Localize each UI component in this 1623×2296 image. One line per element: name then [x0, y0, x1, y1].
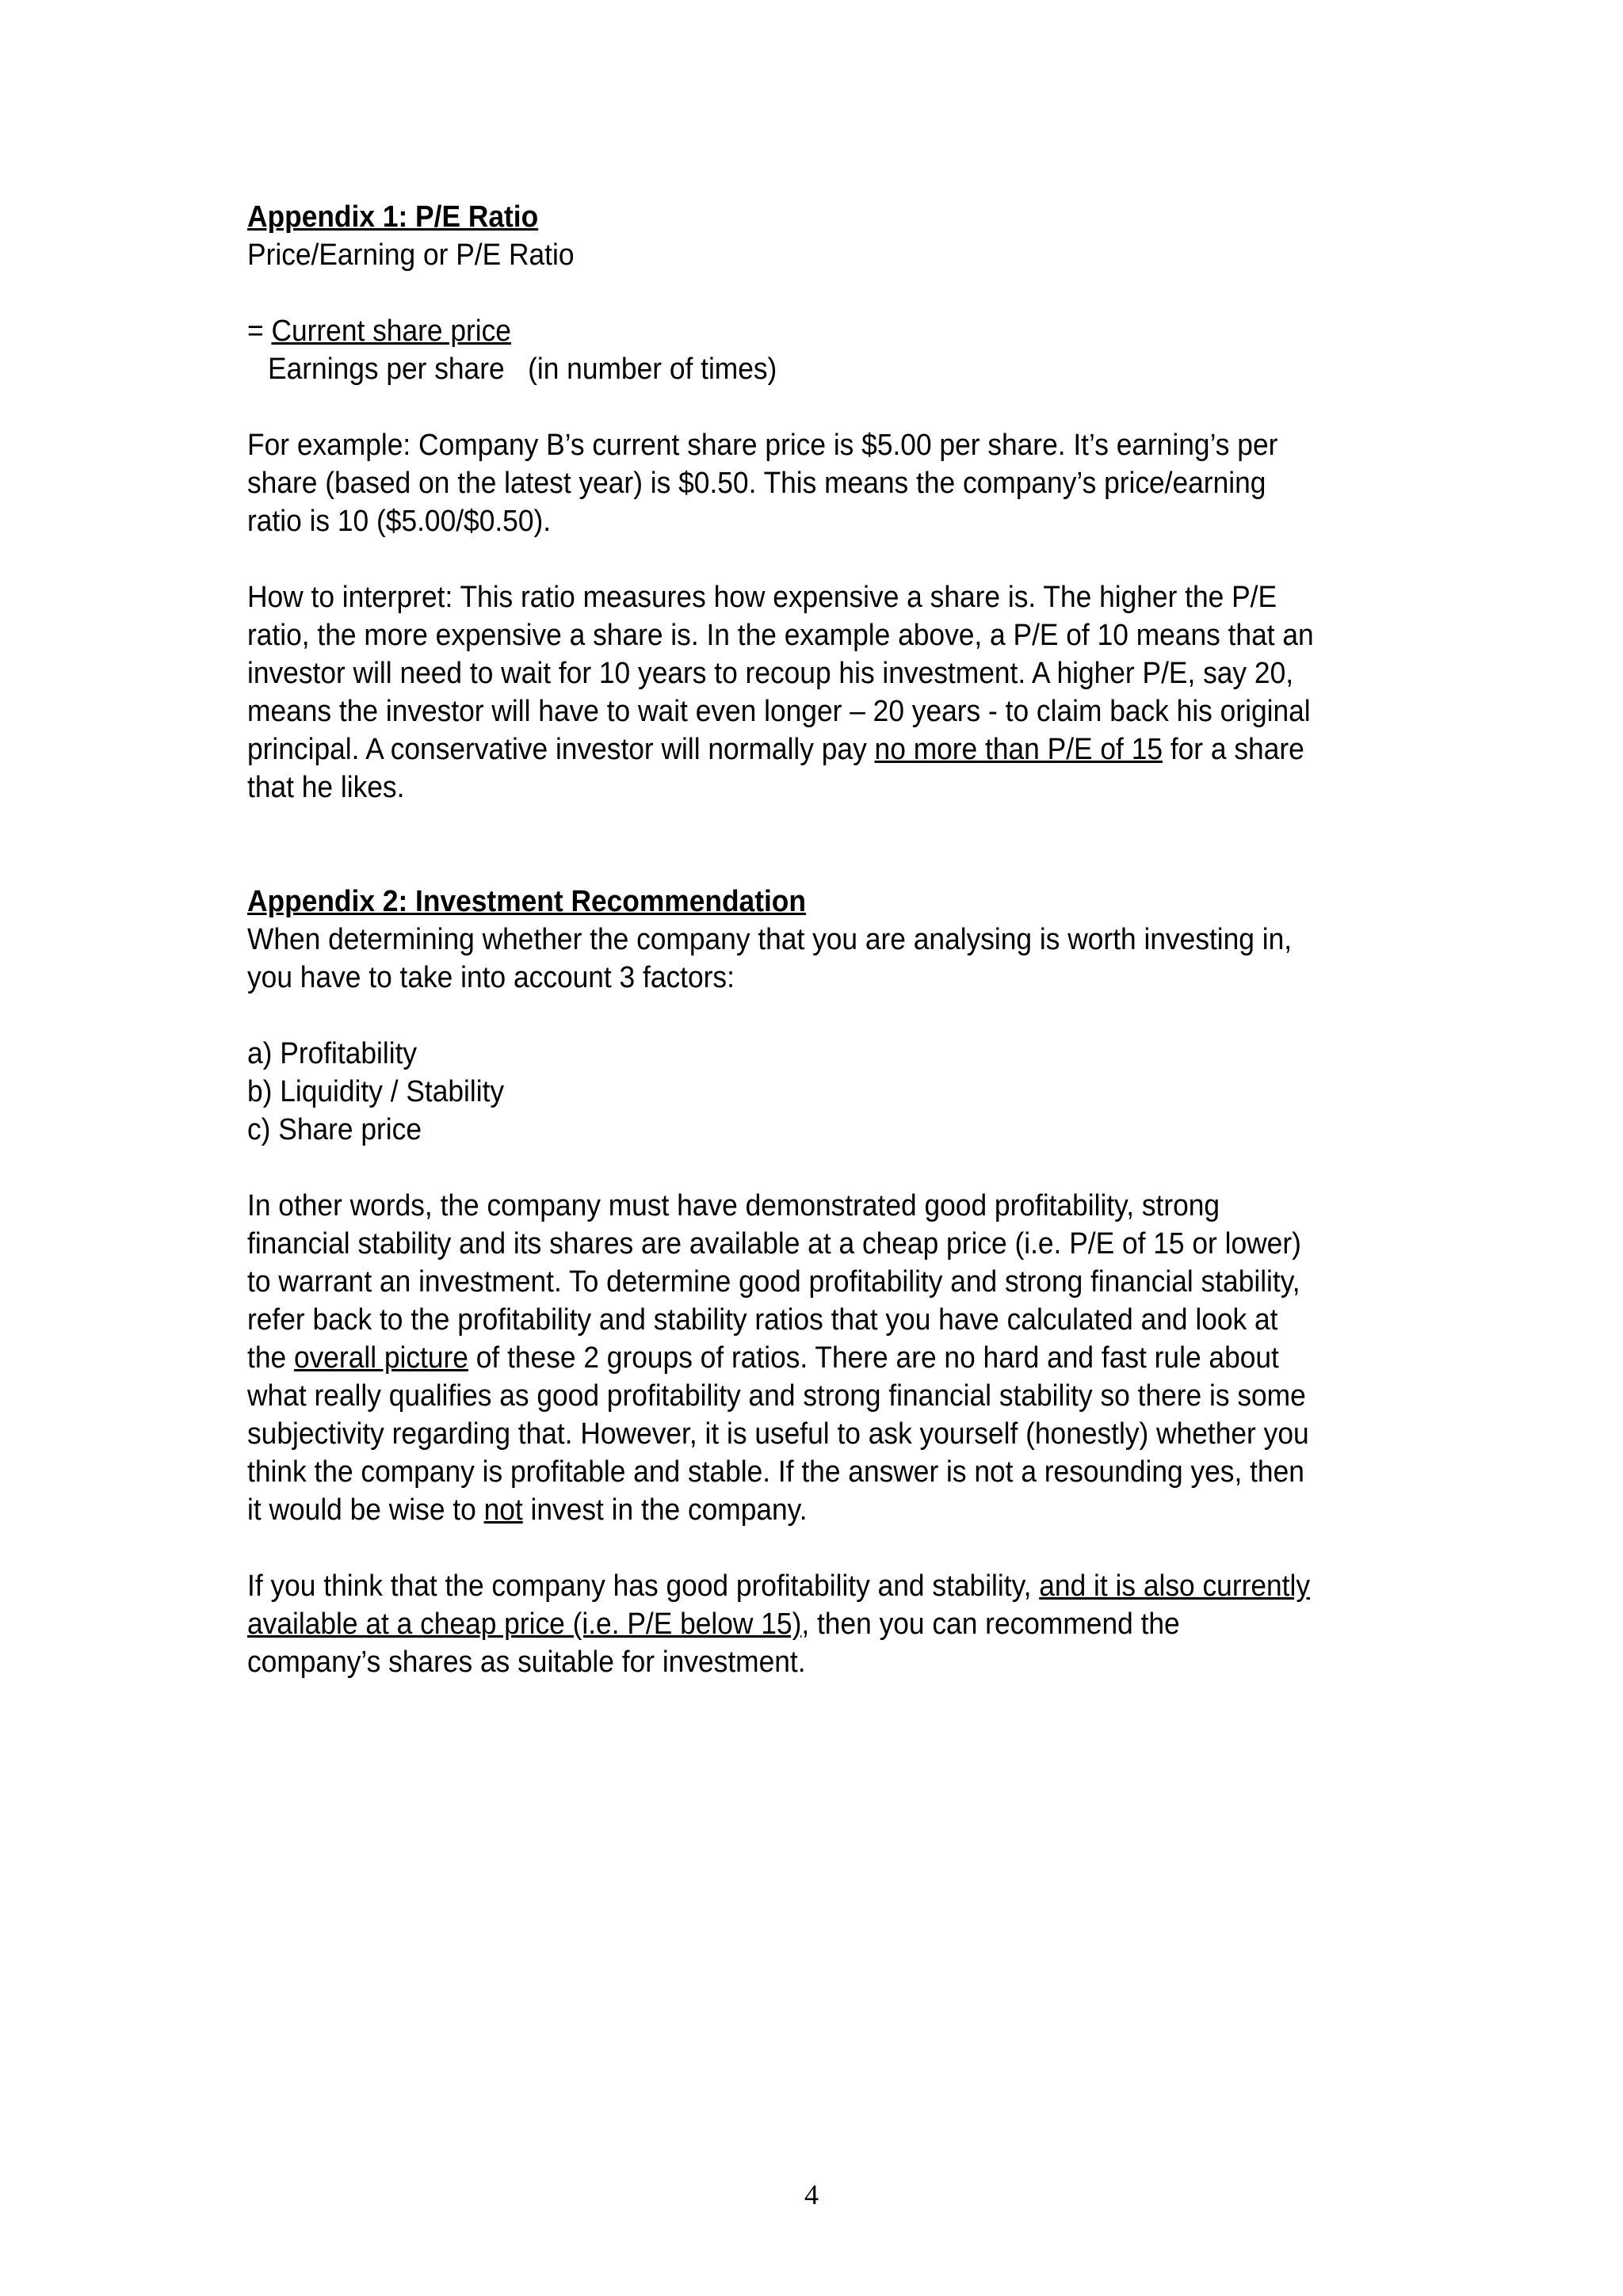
- spacer: [247, 1529, 1316, 1567]
- paragraph-text: of these 2 groups of ratios. There are no hard and fast rule about what really qualifies as good profitability and strong financial stability so there is some subjectivity regarding that. However, it is useful to ask yourself (honestly) whether you think the company is profitable and stable. If the answer is not a resounding yes, then it would be wise to: [247, 1341, 1309, 1527]
- recommendation-paragraph-1: [247, 1187, 1316, 1529]
- interpretation-text-end: for a share that he likes.: [247, 733, 1304, 804]
- appendix-1-subtitle: Price/Earning or P/E Ratio: [247, 238, 575, 272]
- paragraph-text: In other words, the company must have demonstrated good profitability, strong financial stability and its shares are available at a cheap price (i.e. P/E of 15 or lower) to warrant an investment. To determine good profitability and strong financial stability, refer back to the profitability and stability ratios that you have calculated and look at the: [247, 1189, 1301, 1375]
- cheap-price-underlined: and it is also currently available at a cheap price (i.e. P/E below 15): [247, 1569, 1311, 1641]
- paragraph-text: invest in the company.: [522, 1493, 808, 1527]
- spacer: [247, 274, 1316, 312]
- not-underlined: not: [483, 1493, 523, 1527]
- spacer: [247, 540, 1316, 578]
- spacer: [247, 807, 1316, 883]
- paragraph-text: If you think that the company has good profitability and stability,: [247, 1569, 1040, 1603]
- formula-prefix: =: [247, 315, 272, 348]
- appendix-2-heading: Appendix 2: Investment Recommendation: [247, 885, 806, 918]
- formula-denominator: Earnings per share (in number of times): [268, 353, 777, 386]
- appendix-2-intro: When determining whether the company that you are analysing is worth investing in, you have to take into account 3 factors:: [247, 923, 1293, 994]
- page-content: [247, 198, 1316, 1681]
- appendix-1-heading: Appendix 1: P/E Ratio: [247, 200, 539, 234]
- paragraph-text: , then you can recommend the company’s shares as suitable for investment.: [247, 1608, 1180, 1679]
- factor-item: a) Profitability: [247, 1037, 418, 1070]
- spacer: [247, 1149, 1316, 1187]
- interpretation-text: How to interpret: This ratio measures how expensive a share is. The higher the P/E ratio, the more expensive a share is. In the example above, a P/E of 10 means that an investor will need to wait for 10 years to recoup his investment. A higher P/E, say 20, means the investor will have to wait even longer – 20 years - to claim back his original principal. A conservative investor will normally pay: [247, 581, 1314, 766]
- spacer: [247, 997, 1316, 1035]
- page-number: 4: [804, 2179, 819, 2210]
- factor-item: c) Share price: [247, 1113, 422, 1146]
- recommendation-paragraph-2: [247, 1567, 1316, 1681]
- factor-item: b) Liquidity / Stability: [247, 1075, 505, 1108]
- pe-example-paragraph: For example: Company B’s current share price is $5.00 per share. It’s earning’s per share (based on the latest year) is $0.50. This means the company’s price/earning ratio is 10 ($5.00/$0.50).: [247, 429, 1278, 538]
- spacer: [247, 388, 1316, 426]
- formula-numerator: Current share price: [271, 315, 511, 348]
- pe-interpretation-paragraph: [247, 578, 1316, 807]
- interpretation-underlined: no more than P/E of 15: [874, 733, 1163, 766]
- overall-picture-underlined: overall picture: [293, 1341, 468, 1375]
- formula-numerator-line: [247, 312, 1316, 350]
